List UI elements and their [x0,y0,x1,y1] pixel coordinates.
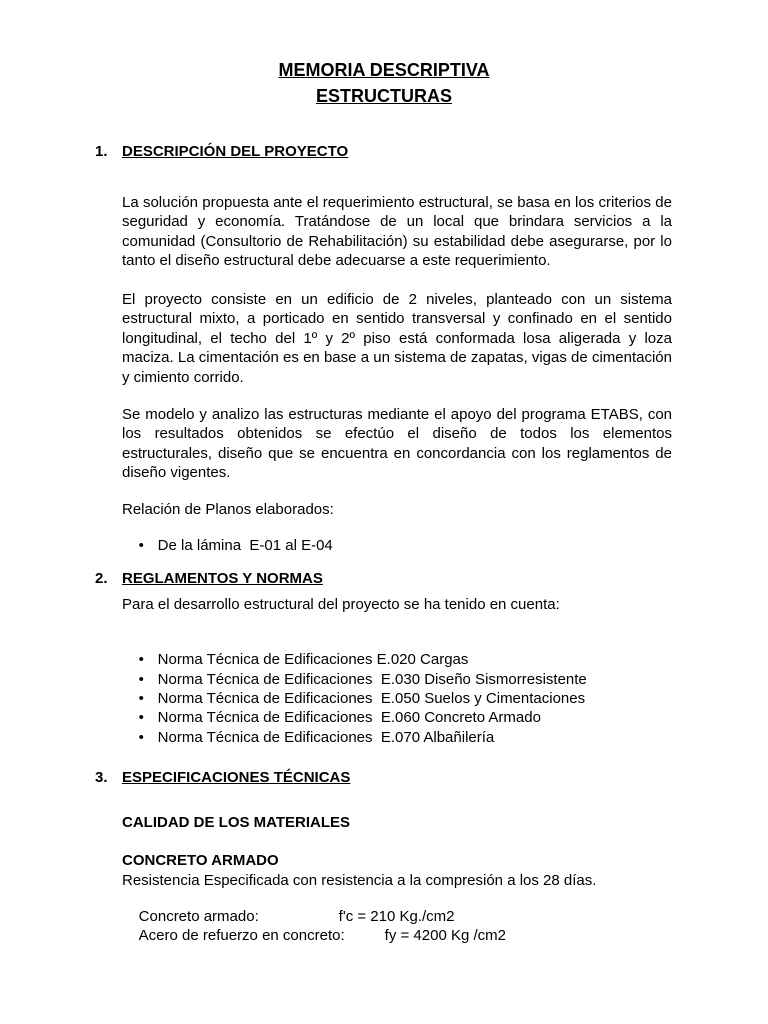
acero-value: fy = 4200 Kg /cm2 [384,927,506,944]
section-2-heading [95,570,323,587]
section-3-title: ESPECIFICACIONES TÉCNICAS [122,769,351,786]
bullet-marker: • [138,690,144,707]
section-1-paragraph-3: Se modelo y analizo las estructuras mediante el apoyo del programa ETABS, con los resultados obtenidos se efectúo el diseño de todos los elementos estructurales, diseño que se encuentra en concordancia con los reglamentos de diseño vigentes. [122,406,672,482]
norma-item-text: Norma Técnica de Edificaciones E.070 Albañilería [157,729,495,746]
norma-list-item [122,712,494,763]
norma-item-text: Norma Técnica de Edificaciones E.020 Cargas [157,651,469,668]
bullet-marker: • [138,537,144,554]
section-3-heading [95,769,350,786]
section-1-number: 1. [95,143,108,160]
planos-item-text: De la lámina E-01 al E-04 [157,537,333,554]
section-2-number: 2. [95,570,108,587]
bullet-marker: • [138,729,144,746]
norma-item-text: Norma Técnica de Edificaciones E.050 Suelos y Cimentaciones [157,690,586,707]
bullet-marker: • [138,651,144,668]
section-1-heading [95,143,348,160]
bullet-marker: • [138,709,144,726]
document-subtitle: ESTRUCTURAS [315,86,452,106]
section-1-title: DESCRIPCIÓN DEL PROYECTO [122,143,349,160]
concreto-value: f'c = 210 Kg./cm2 [338,908,455,925]
norma-item-text: Norma Técnica de Edificaciones E.030 Diseño Sismorresistente [157,671,587,688]
acero-spec-row [122,910,506,961]
planos-list-item [122,520,333,571]
concreto-armado-heading: CONCRETO ARMADO [122,852,279,869]
section-1-paragraph-2: El proyecto consiste en un edificio de 2 niveles, planteado con un sistema estructural mixto, a porticado en sentido transversal y confinado en el sentido longitudinal, el techo del 1º y 2º piso está conformada losa aligerada y loza maciza. La cimentación es en base a un sistema de zapatas, vigas de cimentación y cimiento corrido. [122,291,672,386]
section-1-paragraph-1: La solución propuesta ante el requerimiento estructural, se basa en los criterios de seguridad y economía. Tratándose de un local que brindara servicios a la comunidad (Consultorio de Rehabilitación) su estabilidad debe asegurarse, por lo tanto el diseño estructural debe adecuarse a este requerimiento. [122,194,672,270]
section-3-number: 3. [95,769,108,786]
concreto-label: Concreto armado: [138,908,259,925]
resistencia-text: Resistencia Especificada con resistencia a la compresión a los 28 días. [122,872,597,889]
section-2-title: REGLAMENTOS Y NORMAS [122,570,323,587]
document-title: MEMORIA DESCRIPTIVA [278,60,490,80]
planos-label: Relación de Planos elaborados: [122,501,334,518]
acero-label: Acero de refuerzo en concreto: [138,927,345,944]
section-2-intro: Para el desarrollo estructural del proyecto se ha tenido en cuenta: [122,596,560,613]
norma-item-text: Norma Técnica de Edificaciones E.060 Concreto Armado [157,709,541,726]
bullet-marker: • [138,671,144,688]
materials-quality-heading: CALIDAD DE LOS MATERIALES [122,814,351,831]
